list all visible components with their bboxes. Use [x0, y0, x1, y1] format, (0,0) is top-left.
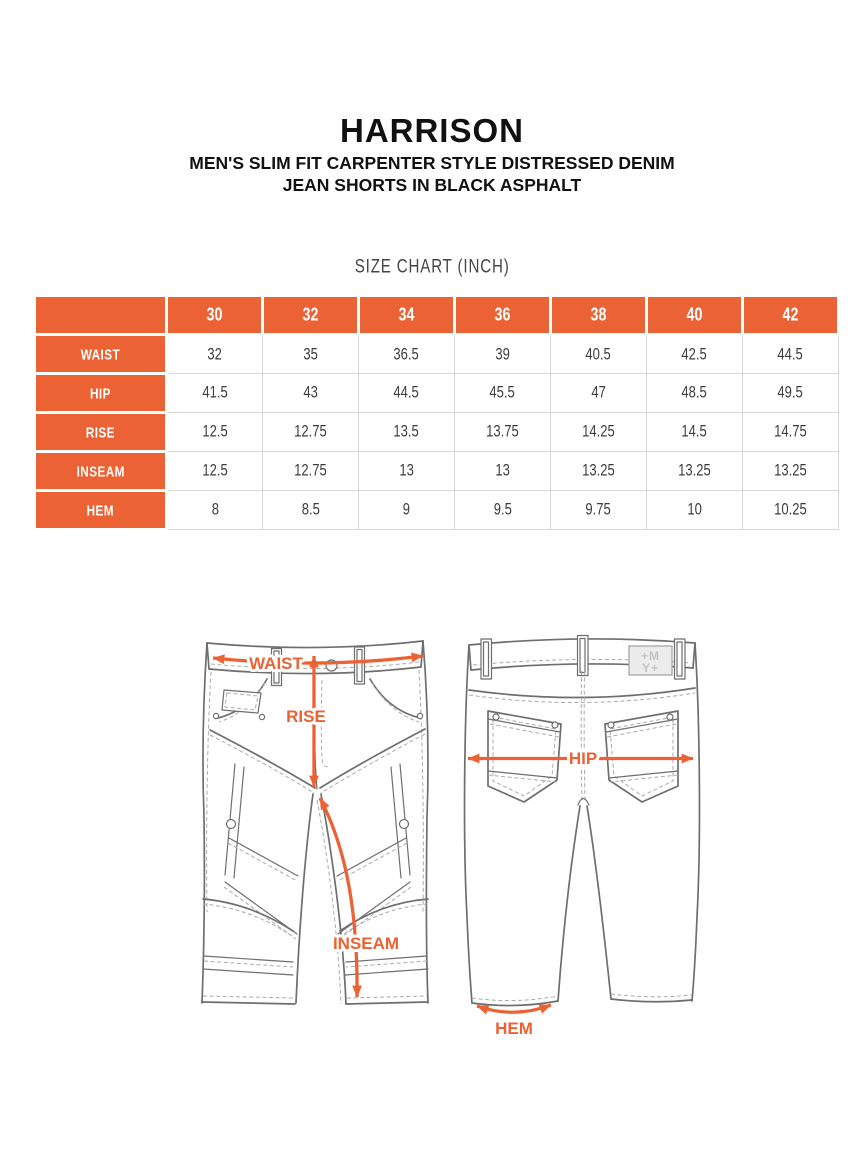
row-label: RISE [35, 413, 167, 452]
hem-label: HEM [495, 1019, 533, 1038]
table-row-hem [35, 491, 839, 530]
hem-value: 8 [167, 491, 263, 530]
measurement-annotations [213, 654, 693, 1038]
hip-value: 41.5 [167, 374, 263, 413]
hem-value: 10.25 [743, 491, 839, 530]
rise-value: 14.75 [743, 413, 839, 452]
hem-value: 9.5 [455, 491, 551, 530]
inseam-label: INSEAM [332, 934, 400, 953]
inseam-value: 13 [359, 452, 455, 491]
hem-value: 8.5 [263, 491, 359, 530]
rise-value: 12.5 [167, 413, 263, 452]
product-title: HARRISON [339, 112, 524, 149]
size-chart-caption: SIZE CHART (INCH) [354, 255, 510, 277]
rivet [213, 713, 218, 718]
brand-patch-line2: Y+ [641, 661, 660, 675]
hip-value: 49.5 [743, 374, 839, 413]
rivet [552, 722, 558, 728]
inseam-value: 13.25 [551, 452, 647, 491]
waist-value: 36.5 [359, 335, 455, 374]
size-column-header: 32 [263, 296, 359, 335]
hem-value: 9 [359, 491, 455, 530]
waist-value: 44.5 [743, 335, 839, 374]
row-label: INSEAM [35, 452, 167, 491]
size-chart-table [33, 294, 840, 531]
size-column-header: 40 [647, 296, 743, 335]
product-subtitle-line1: MEN'S SLIM FIT CARPENTER STYLE DISTRESSED DENIM [189, 153, 675, 173]
rise-value: 12.75 [263, 413, 359, 452]
waist-arrow [213, 656, 423, 663]
hem-value: 10 [647, 491, 743, 530]
inseam-value: 13.25 [743, 452, 839, 491]
rise-value: 14.25 [551, 413, 647, 452]
inseam-value: 12.75 [263, 452, 359, 491]
row-label: HIP [35, 374, 167, 413]
size-column-header: 38 [551, 296, 647, 335]
size-chart-header-row [35, 296, 839, 335]
hem-value: 9.75 [551, 491, 647, 530]
size-column-header: 34 [359, 296, 455, 335]
rise-label: RISE [286, 707, 326, 726]
rivet [493, 714, 499, 720]
rise-value: 14.5 [647, 413, 743, 452]
product-header [0, 114, 864, 196]
waist-label: WAIST [249, 654, 303, 673]
row-label: HEM [35, 491, 167, 530]
size-column-header: 30 [167, 296, 263, 335]
hip-value: 48.5 [647, 374, 743, 413]
hip-value: 47 [551, 374, 647, 413]
hip-label: HIP [568, 749, 598, 768]
waist-value: 35 [263, 335, 359, 374]
hip-value: 45.5 [455, 374, 551, 413]
waist-value: 32 [167, 335, 263, 374]
rivet [400, 820, 409, 829]
size-column-header: 36 [455, 296, 551, 335]
corner-cell [35, 296, 167, 335]
size-column-header: 42 [743, 296, 839, 335]
rivet [608, 722, 614, 728]
hip-value: 44.5 [359, 374, 455, 413]
shorts-back-view [465, 636, 700, 1006]
table-row-rise [35, 413, 839, 452]
waist-value: 39 [455, 335, 551, 374]
waist-value: 40.5 [551, 335, 647, 374]
inseam-value: 13.25 [647, 452, 743, 491]
inseam-value: 13 [455, 452, 551, 491]
rivet [227, 820, 236, 829]
measurement-diagram [180, 612, 720, 1052]
hip-value: 43 [263, 374, 359, 413]
row-label: WAIST [35, 335, 167, 374]
side-panel-strips [225, 764, 410, 878]
table-row-inseam [35, 452, 839, 491]
inseam-value: 12.5 [167, 452, 263, 491]
product-subtitle-line2: JEAN SHORTS IN BLACK ASPHALT [282, 175, 582, 195]
rise-value: 13.5 [359, 413, 455, 452]
rise-value: 13.75 [455, 413, 551, 452]
table-row-waist [35, 335, 839, 374]
brand-patch [629, 646, 672, 675]
product-subtitle [0, 152, 864, 196]
brand-patch-line1: +M [640, 649, 661, 663]
table-row-hip [35, 374, 839, 413]
rivet [259, 714, 264, 719]
rivet [667, 714, 673, 720]
rivet [417, 713, 422, 718]
waist-value: 42.5 [647, 335, 743, 374]
